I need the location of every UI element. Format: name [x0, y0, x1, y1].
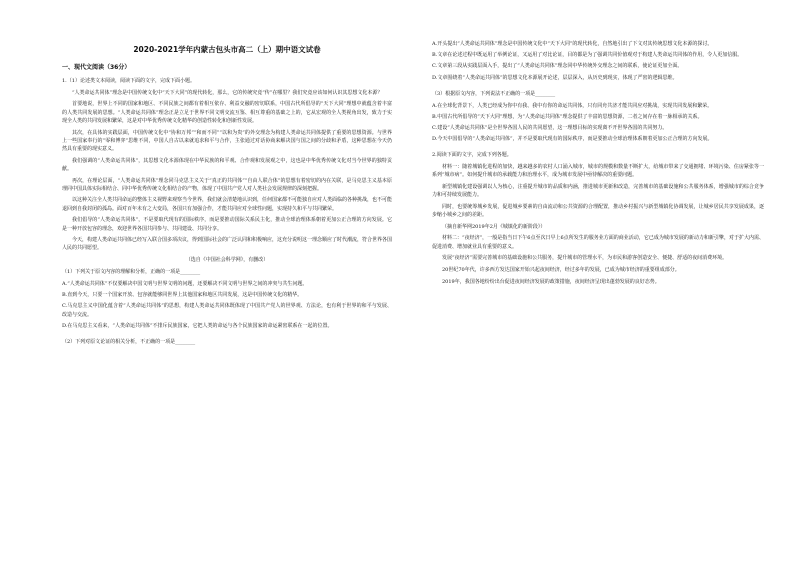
material-paragraph: 同时，也要统筹城乡发展，促进城乡要素的自由流动和公共资源的合理配置，推动乡村振兴与新型城镇化协调发展，让城乡居民共享发展成果，逐步缩小城乡之间的差距。 [432, 203, 764, 219]
answer-option-d: D.在马克思主义看来，“人类命运共同体”不排斥民族国家，它把人类的命运与各个民族国家的命运紧密联系在一起的位置。 [62, 322, 333, 329]
passage-source: （选自《中国社会科学网》，有删改） [185, 257, 269, 264]
answer-option-a: A.在全球化背景下，人类已经成为你中有我、我中有你的命运共同体，只有同舟共济才能共同应对挑战，实现共同发展和繁荣。 [432, 102, 713, 109]
material-paragraph: 新型城镇化建设强调以人为核心，注重提升城市的品质和内涵，推进城市更新和改造，完善城市的基础设施和公共服务体系，增强城市的综合竞争力和可持续发展能力。 [432, 183, 764, 199]
passage-paragraph: 其次，在具体的实践层面，中国传统文化中“协和万邦”“和而不同”“以和为贵”的外交理念为构建人类命运共同体提供了重要的思想资源。与世界上一些国家奉行的“零和博弈”思维不同，中国人自古以来就追求和平与合作，主张通过对话协商来解决国与国之间的分歧和矛盾，这种思想在今天仍然具有重要的现实意义。 [62, 129, 392, 152]
answer-option-c: C.建设“人类命运共同体”是全世界各国人民的共同愿望，这一理想目标的实现离不开世界各国的共同努力。 [432, 124, 668, 131]
question-intro: 2.阅读下面的文字，完成下列各题。 [432, 152, 512, 159]
material-source: （摘自新华网2019年2月《城镇化的新阶段》） [442, 223, 546, 230]
answer-option-b: B.中国古代所倡导的“天下大同”理想，为“人类命运共同体”理念提供了丰富的思想资源，二者之间存在着一脉相承的关系。 [432, 113, 703, 120]
answer-option-b: B.直到今天，只要一个国家开放、包容就能够同世界上其他国家和地区共同发展，这是中国传统文化的精华。 [62, 292, 303, 299]
passage-paragraph: 以这种关注全人类共同命运的整体主义视野来观察当今世界，我们就会清楚地认识到，任何国家都不可能独自应对人类面临的各种挑战，也不可能退回到自我封闭的孤岛。面对百年未有之大变局，各国只有加强合作，才能共同应对全球性问题，实现持久和平与共同繁荣。 [62, 197, 392, 212]
answer-option-b: B.文章在论述过程中既运用了举例论证，又运用了对比论证，目的都是为了强调共同价值观对于构建人类命运共同体的作用，令人更加信服。 [432, 52, 743, 59]
material-paragraph: 材料一：随着城镇化进程的加快，越来越多的农村人口涌入城市，城市的规模和数量不断扩大，给城市带来了交通拥堵、环境污染、住房紧张等一系列“城市病”。如何提升城市的承载能力和治理水平，成为城市发展中亟待解决的重要问题。 [432, 164, 764, 179]
question-stem: （1）下列关于原文内容的理解和分析，正确的一项是________ [62, 269, 201, 276]
passage-paragraph: 我们强调的“人类命运共同体”，其思想文化本源体现在中华民族的和平观、合作观和发展观之中，这也是中华优秀传统文化对当今世界的独特贡献。 [62, 157, 392, 172]
question-stem: （3）根据原文内容，下列说法不正确的一项是________ [432, 90, 556, 97]
passage-paragraph: 再次，在理论层面，“人类命运共同体”理念同马克思主义关于“真正的共同体”“自由人联合体”的思想有着密切的内在关联，是马克思主义基本原理同中国具体实际相结合、同中华优秀传统文化相结合的产物，体现了中国共产党人对人类社会发展规律的深刻把握。 [62, 177, 392, 192]
material-paragraph: 2019年，我国各地纷纷出台促进夜间经济发展的政策措施，夜间经济呈现出蓬勃发展的良好态势。 [442, 278, 660, 285]
exam-title: 2020-2021学年内蒙古包头市高二（上）期中语文试卷 [133, 45, 321, 54]
right-column [432, 0, 764, 562]
left-column [62, 0, 392, 562]
passage-paragraph: 我们倡导的“人类命运共同体”，不是要取代现有的国际秩序，而是要推动国际关系民主化，推动全球治理体系朝着更加公正合理的方向发展。它是一种开放包容的理念，欢迎世界各国共同参与、共同建设、共同分享。 [62, 217, 392, 232]
answer-option-c: C.马克思主义中国化蕴含着“人类命运共同体”的思想，构建人类命运共同体既体现了中国共产党人的世界观、方法论，也有利于世界的和平与发展、改造与交流。 [62, 303, 392, 318]
passage-paragraph: 首要地说，世界上不同的国家和地区、不同民族之间都有着相互依存、利益交融的密切联系，中国古代所倡导的“天下大同”理想中就蕴含着丰富的人类共同发展的思想。“人类命运共同体”理念正是立足于世界不同文明交流互鉴、相互尊重的基础之上的，它从宏观的全人类视角出发，致力于实现全人类的共同发展和繁荣，这是对中华优秀传统文化精华的创造性转化和创新性发展。 [62, 101, 392, 124]
question-stem: （2）下列对原文论证的相关分析，不正确的一项是________ [62, 339, 196, 346]
section-heading: 一、现代文阅读（36分） [62, 64, 131, 71]
passage-paragraph: 今天，构建人类命运共同体已经写入联合国多项决议，得到国际社会的广泛认同和积极响应，这充分说明这一理念顺应了时代潮流，符合世界各国人民的共同愿望。 [62, 237, 392, 252]
question-intro: 1.（1）论述类文本阅读，阅读下面的文字，完成下面小题。 [62, 78, 195, 84]
answer-option-d: D.今天中国倡导的“人类命运共同体”，并不是要取代现有的国际秩序，而是要推动全球治理体系朝着更加公正合理的方向发展。 [432, 136, 713, 143]
answer-option-c: C.文章第三段从实践层面入手，提出了“人类命运共同体”理念同中华传统外交理念之间的联系，使论证更加全面。 [432, 63, 683, 70]
material-paragraph: 发展“夜经济”需要完善城市的基础设施和公共服务，提升城市的管理水平，为市民和游客创造安全、便捷、舒适的夜间消费环境。 [442, 255, 728, 262]
material-paragraph: 材料二：“夜经济”，一般是指当日下午6点至次日早上6点所发生的服务业方面的商业活动，它已成为城市发展的新动力和新引擎，对于扩大内需、促进消费、增加就业具有重要的意义。 [432, 235, 764, 250]
answer-option-d: D.文章围绕着“人类命运共同体”的思想文化本源展开论述，层层深入，从历史到现实，体现了严密的逻辑思维。 [432, 74, 678, 81]
passage-paragraph: “人类命运共同体”理念是中国传统文化中“天下大同”的现代转化，那么，它的传统究竟“传”在哪里？我们究竟应该如何认识其思想文化本源？ [72, 89, 383, 96]
material-paragraph: 20世纪70年代，许多西方发达国家开始兴起夜间经济，经过多年的发展，已成为城市经济的重要组成部分。 [442, 267, 680, 274]
answer-option-a: A.“人类命运共同体”不仅要解决中国文明与世界文明的问题，还要解决不同文明与世界之间的冲突与共生问题。 [62, 281, 308, 288]
answer-option-a: A.开头提出“人类命运共同体”理念是中国传统文化中“天下大同”的现代转化，自然地引出了下文对其传统思想文化本源的探讨。 [432, 41, 713, 47]
